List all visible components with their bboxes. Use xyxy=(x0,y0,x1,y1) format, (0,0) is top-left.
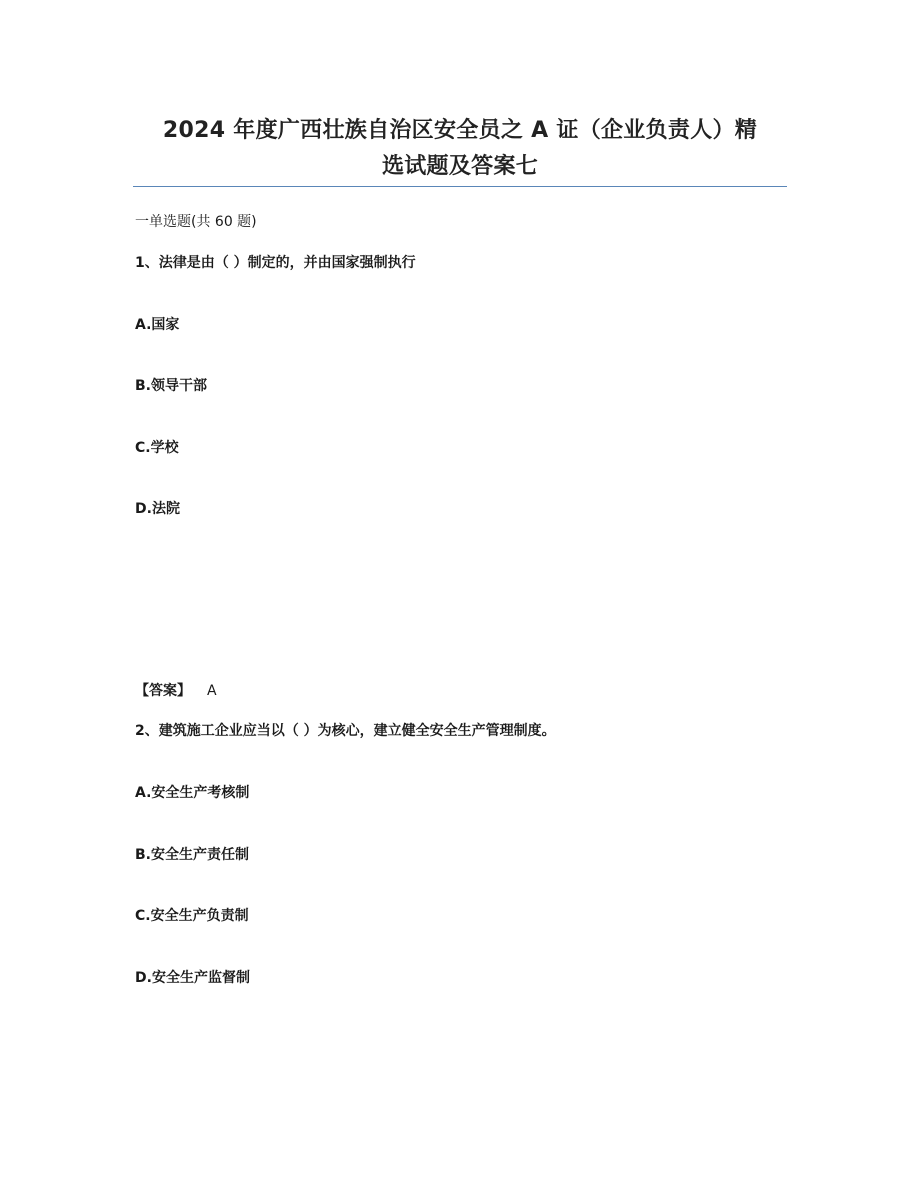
section-heading: 一单选题(共 60 题) xyxy=(135,214,257,230)
question-1-option-b: B.领导干部 xyxy=(135,378,207,394)
question-1-option-a: A.国家 xyxy=(135,317,180,333)
question-1-option-c: C.学校 xyxy=(135,440,179,456)
title-line-2: 选试题及答案七 xyxy=(381,154,539,179)
answer-label: 【答案】 xyxy=(135,683,191,699)
answer-value: A xyxy=(207,683,217,699)
question-2-text: 2、建筑施工企业应当以（ ）为核心，建立健全安全生产管理制度。 xyxy=(135,723,556,739)
question-2-option-b: B.安全生产责任制 xyxy=(135,847,249,863)
question-1-answer xyxy=(135,681,217,701)
title-line-1: 2024 年度广西壮族自治区安全员之 A 证（企业负责人）精 xyxy=(162,118,758,143)
question-2-option-c: C.安全生产负责制 xyxy=(135,908,249,924)
document-title xyxy=(133,113,787,185)
title-underline xyxy=(133,186,787,187)
question-1-option-d: D.法院 xyxy=(135,501,180,517)
question-1-text: 1、法律是由（ ）制定的，并由国家强制执行 xyxy=(135,255,416,271)
question-2-option-d: D.安全生产监督制 xyxy=(135,970,250,986)
question-2-option-a: A.安全生产考核制 xyxy=(135,785,250,801)
